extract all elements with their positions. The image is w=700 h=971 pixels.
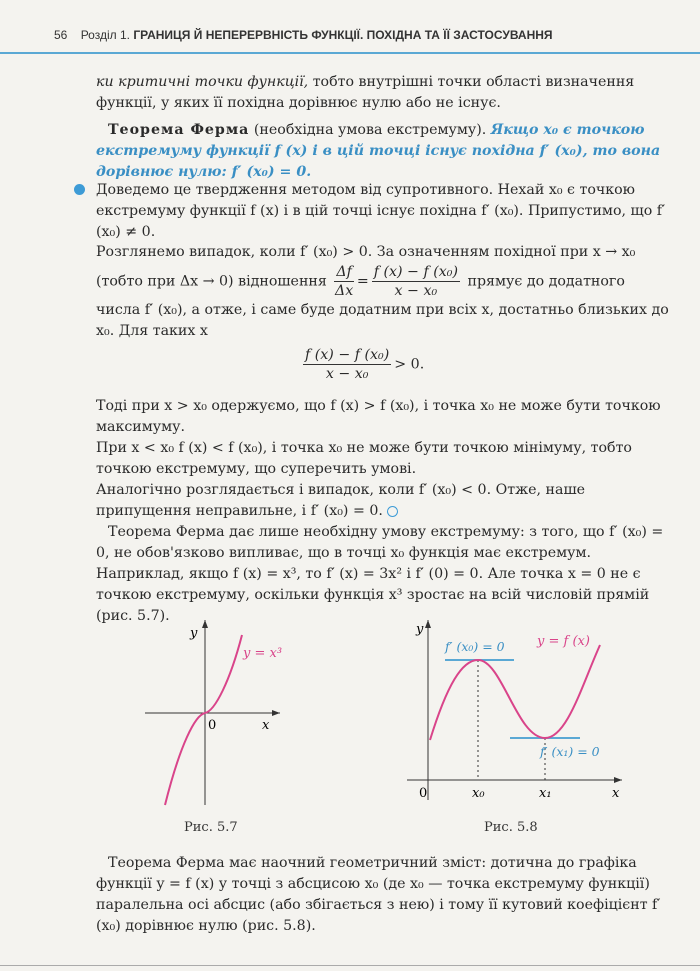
fraction-denominator: Δx (334, 283, 354, 299)
curve-label: y = f (x) (537, 634, 590, 649)
inequality-fraction (303, 346, 391, 383)
origin-label: 0 (419, 786, 428, 801)
proof-text-2b: прямує до додатного числа f′ (x₀), а отже, і саме буде додатним при всіх x, достатньо близьких до x₀. Для таких x (96, 273, 669, 339)
x-axis-label: x (612, 786, 620, 801)
paragraph-critical-points (96, 72, 672, 114)
theorem-statement: Якщо x₀ є точкою екстремуму функції f (x) і в цій точці існує похідна f′ (x₀), то вона дорівнює нулю: f′ (x₀) = 0. (96, 122, 661, 180)
footer-rule (0, 965, 700, 966)
qed-icon (387, 506, 398, 517)
theorem-name: Теорема Ферма (108, 122, 250, 138)
page-header (54, 28, 553, 42)
fraction-numerator: Δf (336, 264, 352, 280)
origin-label: 0 (208, 718, 217, 733)
y-axis-label: y (416, 622, 424, 637)
curve-x-cubed (165, 635, 242, 805)
y-axis-arrow-icon (425, 620, 431, 628)
x0-label: x₀ (472, 786, 485, 801)
tangent-max-label: f′ (x₀) = 0 (445, 639, 505, 654)
inequality (300, 346, 424, 383)
proof-paragraph-3: Тоді при x > x₀ одержуємо, що f (x) > f (x₀), і точка x₀ не може бути точкою максимуму. (96, 398, 661, 435)
y-axis-label: y (190, 626, 198, 641)
final-paragraph: Теорема Ферма має наочний геометричний зміст: дотична до графіка функції y = f (x) у точці з абсцисою x₀ (де x₀ — точка екстремуму функції) паралельна осі абсцис (або збігається з нею) і тому її кутовий коефіцієнт f′ (x₀) дорівнює нулю (рис. 5.8). (96, 855, 661, 934)
x-axis-arrow-icon (272, 710, 280, 716)
figure-5-7-caption: Рис. 5.7 (184, 820, 238, 835)
remark-paragraph: Теорема Ферма дає лише необхідну умову екстремуму: з того, що f′ (x₀) = 0, не обов'язково випливає, що в точці x₀ функція має екстремум. Наприклад, якщо f (x) = x³, то f′ (x) = 3x² і f′ (0) = 0. Але точка x = 0 не є точкою екстремуму, оскільки функція x³ зростає на всій числовій прямій (рис. 5.7). (96, 524, 664, 624)
section-title: ГРАНИЦЯ Й НЕПЕРЕРВНІСТЬ ФУНКЦІЇ. ПОХІДНА ТА ЇЇ ЗАСТОСУВАННЯ (133, 28, 553, 42)
header-rule (0, 52, 700, 54)
proof-text-2a: Розглянемо випадок, коли f′ (x₀) > 0. За означенням похідної при x → x₀ (тобто при Δx → 0) відношення (96, 244, 636, 290)
inequality-rhs: > 0. (394, 356, 425, 373)
tangent-min-label: f′ (x₁) = 0 (540, 744, 600, 759)
page-number: 56 (54, 28, 68, 42)
fraction-delta (334, 263, 354, 300)
fraction-denominator: x − x₀ (325, 366, 369, 382)
proof-paragraph-1: Доведемо це твердження методом від супротивного. Нехай x₀ є точкою екстремуму функції f (x) і в цій точці існує похідна f′ (x₀). Припустимо, що f′ (x₀) ≠ 0. (96, 182, 666, 240)
theorem-note: (необхідна умова екстремуму). (249, 122, 491, 138)
x-axis-label: x (262, 718, 270, 733)
figure-5-8-caption: Рис. 5.8 (484, 820, 538, 835)
fraction-denominator: x − x₀ (394, 283, 438, 299)
proof-bullet-icon (74, 184, 85, 195)
fraction-difference (372, 263, 460, 300)
figure-5-8 (402, 615, 627, 805)
x1-label: x₁ (539, 786, 552, 801)
proof-paragraph-4: При x < x₀ f (x) < f (x₀), і точка x₀ не може бути точкою мінімуму, тобто точкою екстремуму, що суперечить умові. (96, 440, 632, 477)
proof-text-5: Аналогічно розглядається і випадок, коли f′ (x₀) < 0. Отже, наше припущення неправильне, і f′ (x₀) = 0. (96, 482, 586, 519)
theorem-fermat (96, 120, 672, 183)
fraction-numerator: f (x) − f (x₀) (373, 264, 458, 280)
paragraph-text: тобто внутрішні точки області визначення функції, у яких її похідна дорівнює нулю або не існує. (96, 74, 635, 111)
proof-paragraph-5 (96, 480, 672, 522)
y-axis-arrow-icon (202, 620, 208, 628)
critical-points-term: ки критичні точки функції, (96, 74, 309, 90)
x-axis-arrow-icon (614, 777, 622, 783)
fraction-numerator: f (x) − f (x₀) (305, 347, 390, 363)
figure-5-7 (140, 615, 290, 815)
section-label: Розділ 1. (80, 28, 130, 42)
proof-paragraph-2: Розглянемо випадок, коли f′ (x₀) > 0. За означенням похідної при x → x₀ (тобто при Δx → 0) відношення $\frac{\Delta f}{\Delta x}$ = $\frac{\text{f (x) − f (x₀)}}{\text{x − x₀}}$ прямує до додатного числа f′ (x₀), а отже, і саме буде додатним при всіх x, достатньо близьких до x₀. Для таких x (96, 244, 669, 339)
curve-label: y = x³ (243, 646, 283, 661)
